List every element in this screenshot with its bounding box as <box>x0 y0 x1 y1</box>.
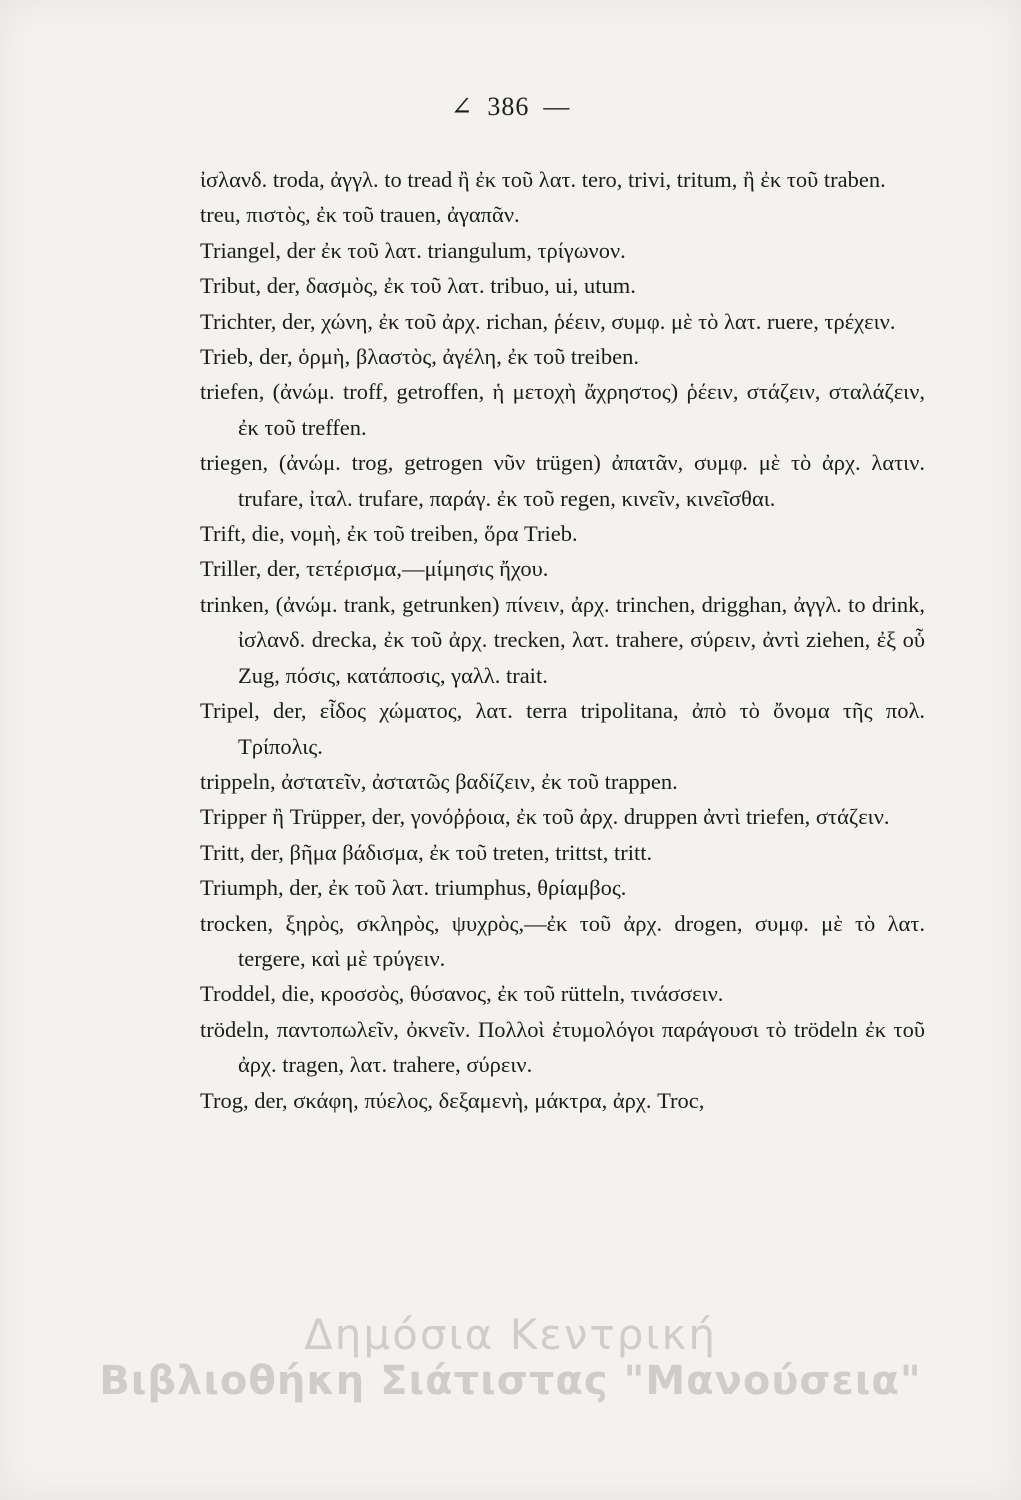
library-watermark-line2: Βιβλιοθήκη Σιάτιστας "Μανούσεια" <box>99 1358 922 1404</box>
header-dash: — <box>543 92 571 121</box>
dictionary-entry: trinken, (ἀνώμ. trank, getrunken) πίνειν, ἀρχ. trinchen, drigghan, ἀγγλ. to drink, ἰσλανδ. drecka, ἐκ τοῦ ἀρχ. trecken, λατ. trahere, σύρειν, ἀντὶ ziehen, ἐξ οὗ Zug, πόσις, κατάποσις, γαλλ. trait. <box>200 591 925 688</box>
dictionary-entry: treu, πιστὸς, ἐκ τοῦ trauen, ἀγαπᾶν. <box>200 202 520 228</box>
dictionary-entry: Tritt, der, βῆμα βάδισμα, ἐκ τοῦ treten, trittst, tritt. <box>200 839 653 865</box>
dictionary-entry: Trift, die, νομὴ, ἐκ τοῦ treiben, ὅρα Trieb. <box>200 521 578 547</box>
dictionary-entry: trocken, ξηρὸς, σκληρὸς, ψυχρὸς,—ἐκ τοῦ ἀρχ. drogen, συμφ. μὲ τὸ λατ. tergere, καὶ μὲ τρύγειν. <box>200 910 925 971</box>
dictionary-entry: Tripel, der, εἶδος χώματος, λατ. terra tripolitana, ἀπὸ τὸ ὄνομα τῆς πολ. Τρίπολις. <box>200 698 925 759</box>
dictionary-entry: triegen, (ἀνώμ. trog, getrogen νῦν trügen) ἀπατᾶν, συμφ. μὲ τὸ ἀρχ. λατιν. trufare, ἰταλ. trufare, παράγ. ἐκ τοῦ regen, κινεῖν, κινεῖσθαι. <box>200 450 925 511</box>
dictionary-entry: trippeln, ἀστατεῖν, ἀστατῶς βαδίζειν, ἐκ τοῦ trappen. <box>200 768 678 794</box>
dictionary-entry: Triller, der, τετέρισμα,—μίμησις ἤχου. <box>200 556 549 582</box>
dictionary-entry: Tribut, der, δασμὸς, ἐκ τοῦ λατ. tribuo, ui, utum. <box>200 273 636 299</box>
dictionary-entry: Trichter, der, χώνη, ἐκ τοῦ ἀρχ. richan, ῥέειν, συμφ. μὲ τὸ λατ. ruere, τρέχειν. <box>200 308 896 334</box>
page-header <box>0 92 1021 122</box>
dictionary-entry: Triangel, der ἐκ τοῦ λατ. triangulum, τρίγωνον. <box>200 237 626 263</box>
page-number: 386 <box>487 92 530 121</box>
dictionary-text <box>200 162 925 1118</box>
dictionary-entry: triefen, (ἀνώμ. troff, getroffen, ἡ μετοχὴ ἄχρηστος) ῥέειν, στάζειν, σταλάζειν, ἐκ τοῦ treffen. <box>200 379 925 440</box>
header-mark: ∠ <box>450 92 474 121</box>
library-watermark-line1: Δημόσια Κεντρική <box>304 1310 717 1359</box>
dictionary-entry: Trieb, der, ὁρμὴ, βλαστὸς, ἀγέλη, ἐκ τοῦ treiben. <box>200 344 640 370</box>
dictionary-entry: ἰσλανδ. troda, ἀγγλ. to tread ἢ ἐκ τοῦ λατ. tero, trivi, tritum, ἢ ἐκ τοῦ traben. <box>200 167 886 192</box>
dictionary-entry: Trog, der, σκάφη, πύελος, δεξαμενὴ, μάκτρα, ἀρχ. Troc, <box>200 1087 705 1113</box>
dictionary-entry: Troddel, die, κροσσὸς, θύσανος, ἐκ τοῦ rütteln, τινάσσειν. <box>200 981 724 1007</box>
dictionary-entry: trödeln, παντοπωλεῖν, ὀκνεῖν. Πολλοὶ ἐτυμολόγοι παράγουσι τὸ trödeln ἐκ τοῦ ἀρχ. tragen, λατ. trahere, σύρειν. <box>200 1016 925 1078</box>
dictionary-entry: Tripper ἢ Trüpper, der, γονόῤῥοια, ἐκ τοῦ ἀρχ. druppen ἀντὶ triefen, στάζειν. <box>200 804 890 830</box>
dictionary-entry: Triumph, der, ἐκ τοῦ λατ. triumphus, θρίαμβος. <box>200 875 627 901</box>
